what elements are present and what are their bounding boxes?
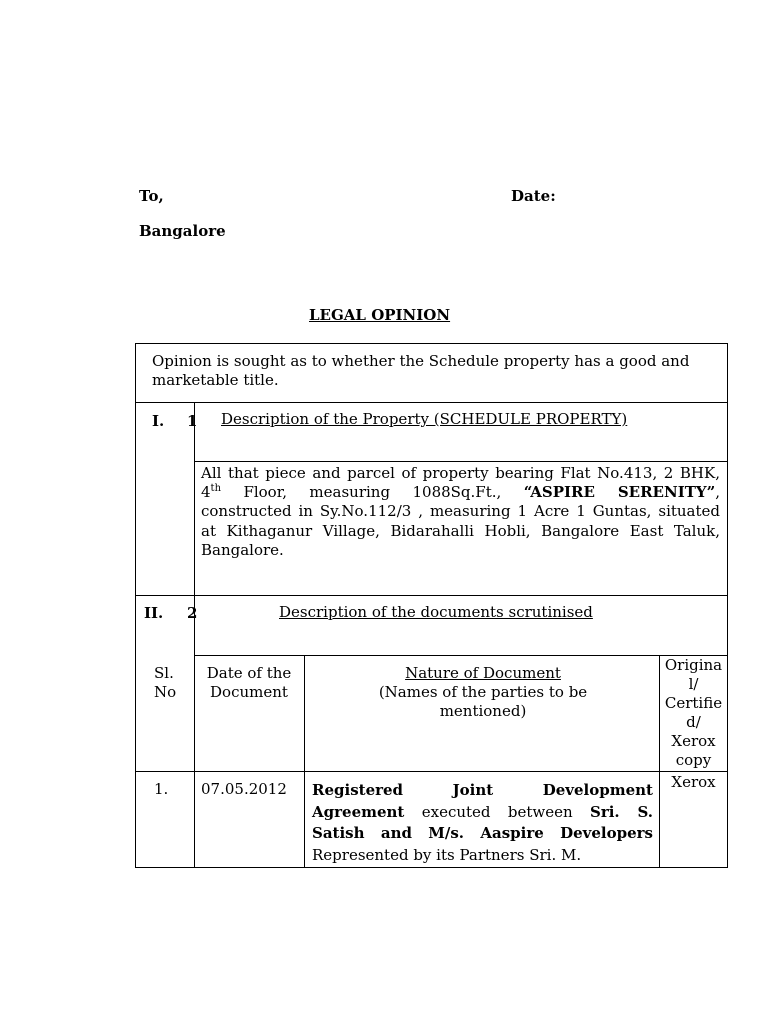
section1-numeral: I. bbox=[152, 412, 165, 430]
col-date: Date of the Document bbox=[206, 664, 292, 701]
intro-text: Opinion is sought as to whether the Schedule property has a good and marketable title. bbox=[152, 352, 690, 389]
col-nature: Nature of Document (Names of the parties to be mentioned) bbox=[378, 664, 588, 720]
col-copy-type: Origina l/ Certifie d/ Xerox copy bbox=[664, 656, 723, 769]
date-label: Date: bbox=[511, 187, 556, 205]
row-copy-type: Xerox bbox=[671, 773, 716, 791]
section1-heading: Description of the Property (SCHEDULE PROPERTY) bbox=[221, 410, 628, 428]
project-name: “ASPIRE SERENITY” bbox=[523, 483, 716, 502]
section2-heading: Description of the documents scrutinised bbox=[279, 603, 593, 621]
section1-number: 1 bbox=[187, 412, 198, 430]
document-title: LEGAL OPINION bbox=[309, 306, 451, 324]
property-description: All that piece and parcel of property bearing Flat No.413, 2 BHK, 4th Floor, measuring 1088Sq.Ft., “ASPIRE SERENITY”, constructed in Sy.No.112/3 , measuring 1 Acre 1 Guntas, situated at Kithaganur Village, Bidarahalli Hobli, Bangalore East Taluk, Bangalore. bbox=[201, 464, 720, 559]
section2-numeral: II. bbox=[144, 604, 164, 622]
row-sl: 1. bbox=[154, 780, 169, 798]
row-nature: Registered Joint Development Agreement executed between Sri. S. Satish and M/s. Aaspire Developers Represented by its Partners Sri. M. bbox=[312, 781, 653, 864]
city-label: Bangalore bbox=[139, 222, 226, 240]
row-date: 07.05.2012 bbox=[201, 780, 287, 798]
col-sl-no: Sl. No bbox=[154, 664, 177, 701]
to-label: To, bbox=[139, 187, 164, 205]
section2-number: 2 bbox=[187, 604, 198, 622]
